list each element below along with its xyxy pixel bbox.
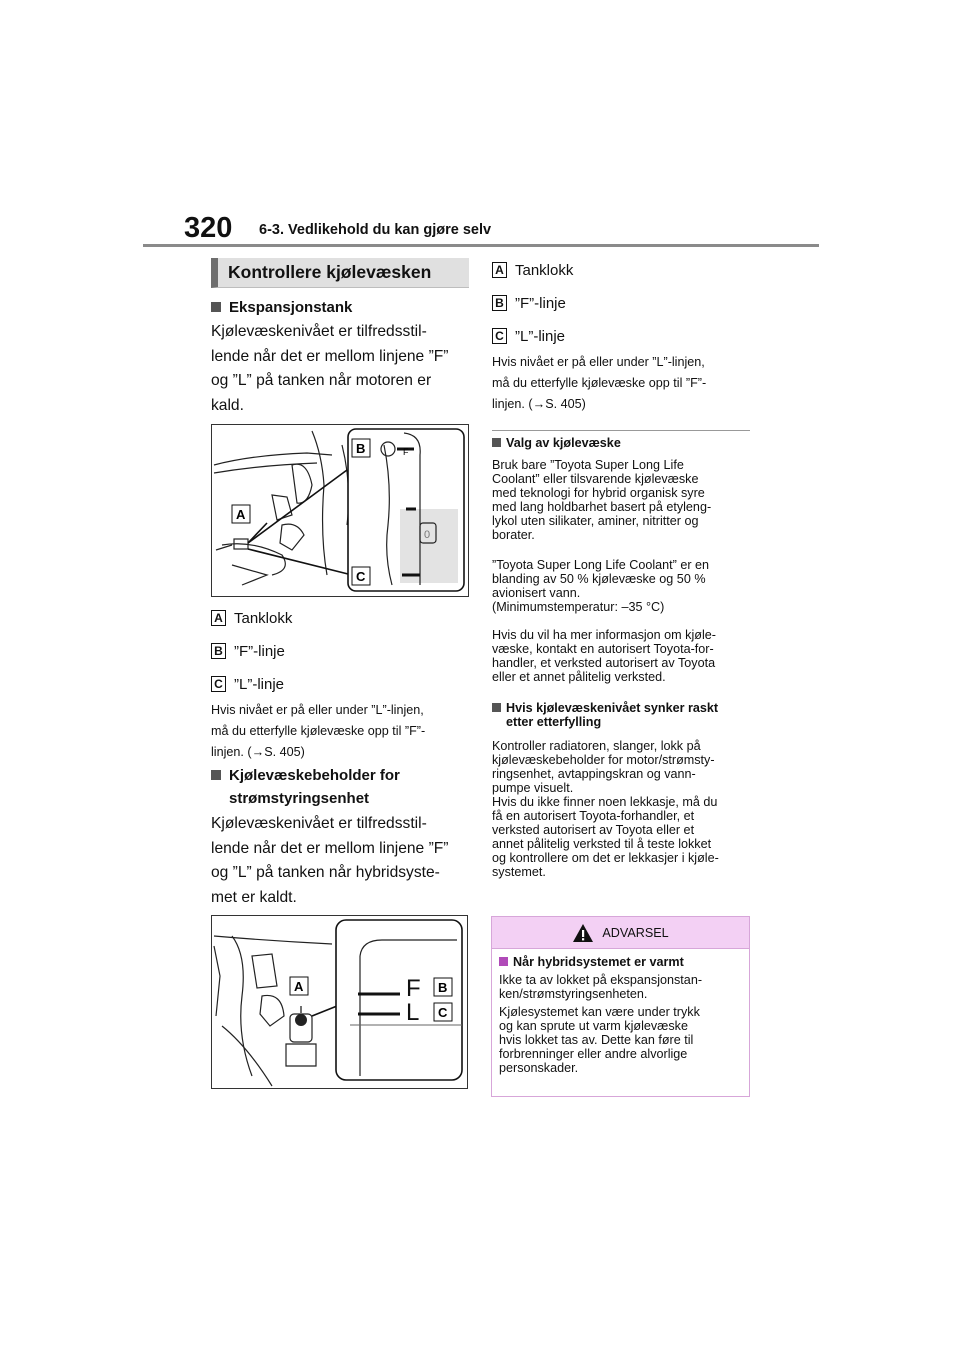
fig2-key-c: C: [438, 1005, 448, 1020]
legend-item: C ”L”-linje: [492, 324, 750, 348]
legend-item: B ”F”-linje: [211, 639, 469, 663]
square-bullet-icon: [499, 957, 508, 966]
warning-triangle-icon: [572, 923, 594, 943]
section-title: Kontrollere kjølevæsken: [211, 258, 469, 288]
legend-expansion-tank: [211, 606, 469, 696]
chapter-title: 6-3. Vedlikehold du kan gjøre selv: [259, 222, 492, 238]
warning-body: [492, 949, 749, 1075]
legend-item: A Tanklokk: [211, 606, 469, 630]
header-divider: [143, 244, 819, 247]
engine-bay-illustration: [212, 916, 467, 1088]
warning-paragraph: Kjølesystemet kan være under trykk og kan sprute ut varm kjølevæske hvis lokket tas av. Dette kan føre til forbrenninger eller andre alvorlige personskader.: [499, 1005, 700, 1075]
engine-bay-illustration: [212, 425, 468, 596]
note-refill: Hvis nivået er på eller under ”L”-linjen, må du etterfylle kjølevæske opp til ”F”- linjen. (→S. 405): [211, 703, 426, 759]
fig2-key-b: B: [438, 980, 448, 995]
square-bullet-icon: [492, 438, 501, 447]
paragraph-coolant-mix: ”Toyota Super Long Life Coolant” er en blanding av 50 % kjølevæske og 50 % avionisert vann. (Minimumstemperatur: –35 °C): [492, 558, 710, 614]
figure-power-control-reservoir: [211, 915, 468, 1089]
paragraph-more-info: Hvis du vil ha mer informasjon om kjøle- væske, kontakt en autorisert Toyota-for- handler, et verksted autorisert av Toyota eller et annet pålitelig verksted.: [492, 628, 716, 684]
subheading-power-control-reservoir: Kjølevæskebeholder for strømstyringsenhet: [211, 764, 469, 810]
paragraph-power-control-reservoir: Kjølevæskenivået er tilfredsstil- lende når det er mellom linjene ”F” og ”L” på tanken når hybridsyste- met er kaldt.: [211, 815, 449, 906]
legend-item: B ”F”-linje: [492, 291, 750, 315]
legend-item: C ”L”-linje: [211, 672, 469, 696]
section-divider: [492, 430, 750, 431]
subheading-coolant-selection: Valg av kjølevæske: [492, 436, 750, 450]
legend-right: [492, 258, 750, 348]
fig2-l-mark: L: [406, 999, 420, 1026]
paragraph-expansion-tank: Kjølevæskenivået er tilfredsstil- lende når det er mellom linjene ”F” og ”L” på tanken når motoren er kald.: [211, 323, 449, 414]
fig1-f-mark: F: [403, 447, 409, 457]
subheading-expansion-tank: Ekspansjonstank: [211, 296, 469, 319]
paragraph-coolant-selection: Bruk bare ”Toyota Super Long Life Coolant” eller tilsvarende kjølevæske med teknologi for hybrid organisk syre med lang holdbarhet basert på etyleng- lykol uten silikater, aminer, nitritter og borater.: [492, 458, 712, 542]
note-refill-right: Hvis nivået er på eller under ”L”-linjen, må du etterfylle kjølevæske opp til ”F”- linjen. (→S. 405): [492, 355, 707, 411]
figure-expansion-tank: [211, 424, 469, 597]
subheading-level-drops: Hvis kjølevæskenivået synker raskt etter etterfylling: [492, 701, 750, 729]
square-bullet-icon: [211, 302, 221, 312]
page-number: 320: [184, 212, 233, 244]
fig2-f-mark: F: [406, 975, 421, 1002]
square-bullet-icon: [211, 770, 221, 780]
warning-heading: Når hybridsystemet er varmt: [499, 955, 742, 969]
fig2-key-a: A: [294, 979, 304, 994]
fig1-zero-mark: 0: [424, 529, 431, 541]
paragraph-level-drops: Kontroller radiatoren, slanger, lokk på kjølevæskebeholder for motor/strømsty- ringsenhet, avtappingskran og vann- pumpe visuelt. Hvis du ikke finner noen lekkasje, må du få en autorisert Toyota-forhandler, et verksted autorisert av Toyota eller et annet pålitelig verksted til å teste lokket og kontrollere om det er lekkasjer i kjøle- systemet.: [492, 739, 719, 879]
legend-item: A Tanklokk: [492, 258, 750, 282]
warning-box: [491, 916, 750, 1097]
fig1-key-c: C: [356, 569, 366, 584]
warning-header: ADVARSEL: [492, 917, 749, 949]
fig1-key-b: B: [356, 441, 366, 456]
warning-paragraph: Ikke ta av lokket på ekspansjonstan- ken/strømstyringsenheten.: [499, 973, 703, 1001]
fig1-key-a: A: [236, 507, 246, 522]
square-bullet-icon: [492, 703, 501, 712]
